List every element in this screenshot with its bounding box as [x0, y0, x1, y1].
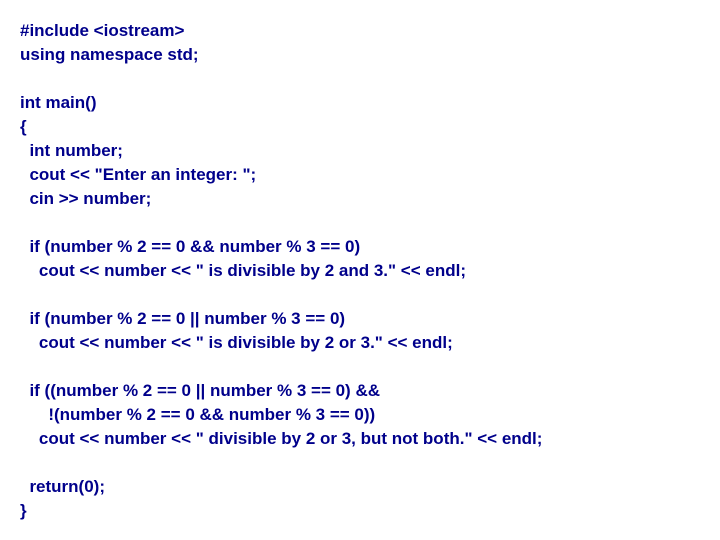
code-line-if-or: if (number % 2 == 0 || number % 3 == 0): [20, 309, 346, 328]
code-line-return: return(0);: [20, 477, 105, 496]
code-line-blank: [20, 67, 710, 91]
code-line-open-brace: {: [20, 117, 27, 136]
code-listing: [20, 19, 710, 523]
code-line-include: #include <iostream>: [20, 21, 185, 40]
code-line-blank: [20, 355, 710, 379]
code-line-read-input: cin >> number;: [20, 189, 152, 208]
code-line-blank: [20, 283, 710, 307]
code-line-output-and: cout << number << " is divisible by 2 and 3." << endl;: [20, 261, 466, 280]
code-line-output-or: cout << number << " is divisible by 2 or 3." << endl;: [20, 333, 453, 352]
code-line-declare-number: int number;: [20, 141, 123, 160]
code-line-if-xor-part1: if ((number % 2 == 0 || number % 3 == 0) &&: [20, 381, 380, 400]
code-line-output-xor: cout << number << " divisible by 2 or 3, but not both." << endl;: [20, 429, 543, 448]
code-line-prompt: cout << "Enter an integer: ";: [20, 165, 257, 184]
code-line-if-xor-part2: !(number % 2 == 0 && number % 3 == 0)): [20, 405, 376, 424]
code-line-if-and: if (number % 2 == 0 && number % 3 == 0): [20, 237, 361, 256]
code-line-main-signature: int main(): [20, 93, 97, 112]
code-line-blank: [20, 451, 710, 475]
code-line-close-brace: }: [20, 501, 27, 520]
code-line-using-namespace: using namespace std;: [20, 45, 199, 64]
code-line-blank: [20, 211, 710, 235]
